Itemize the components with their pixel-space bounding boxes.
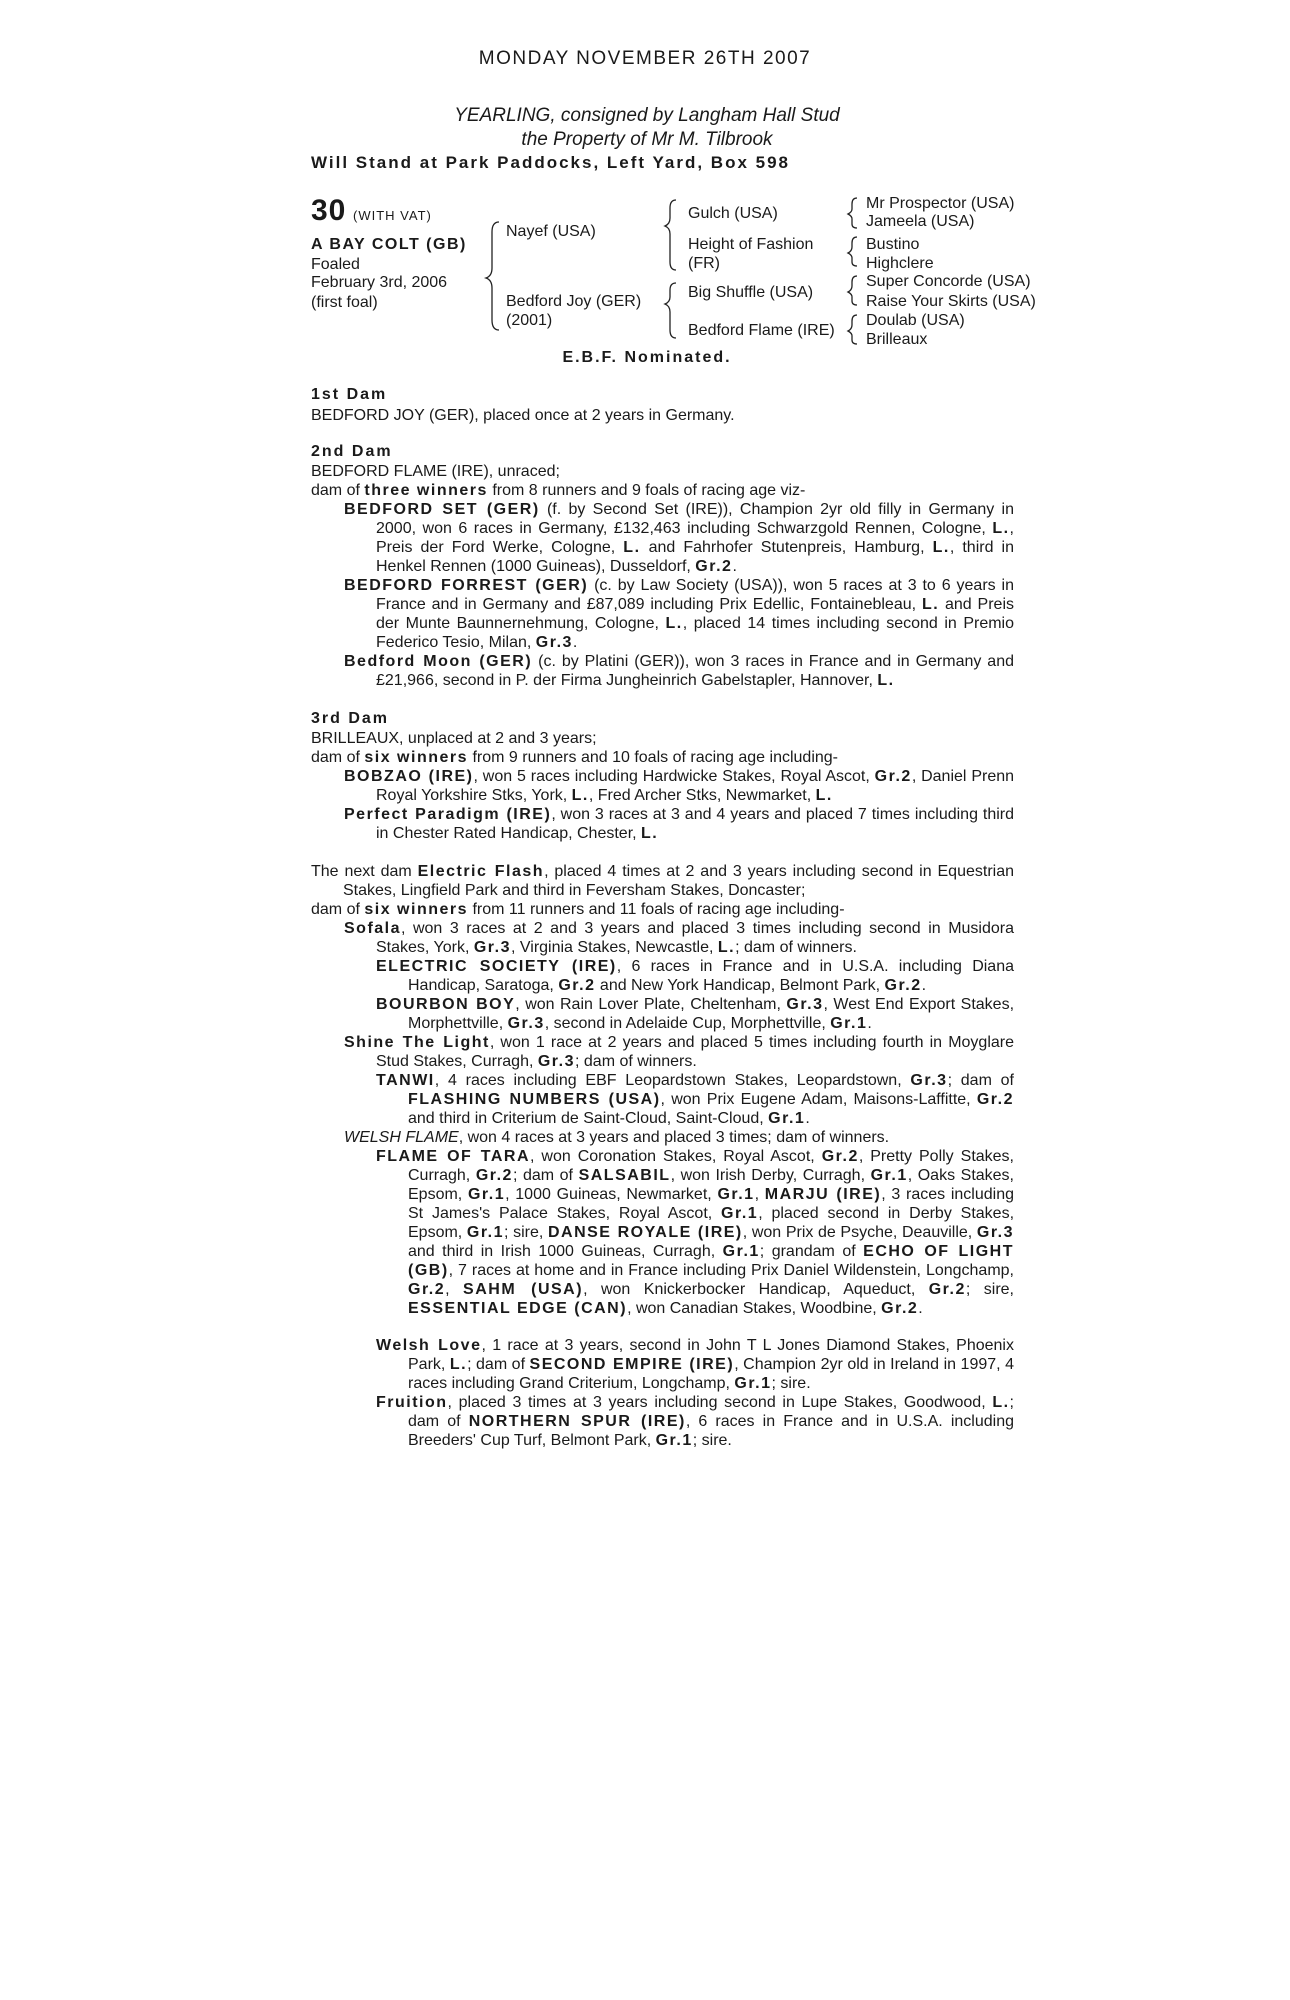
first-dam-heading: 1st Dam <box>311 386 388 403</box>
gen3-7: Doulab (USA) <box>866 312 965 329</box>
dam-foaled: (2001) <box>506 312 553 329</box>
produce-fruition: Fruition, placed 3 times at 3 years including second in Lupe Stakes, Goodwood, L.; dam of NORTHERN SPUR (IRE), 6 races in France and in U.S.A. including Breeders' Cup Turf, Belmont Park, Gr.1; sire. <box>376 1394 1014 1449</box>
second-dam-heading: 2nd Dam <box>311 443 393 460</box>
produce-perfect-paradigm: Perfect Paradigm (IRE), won 3 races at 3 and 4 years and placed 7 times including third in Chester Rated Handicap, Chester, L. <box>344 806 1015 842</box>
pedigree-brackets <box>0 0 1290 360</box>
third-dam-heading: 3rd Dam <box>311 710 390 727</box>
produce-welsh-flame: WELSH FLAME, won 4 races at 3 years and placed 3 times; dam of winners. <box>344 1129 890 1146</box>
lot-description: A BAY COLT (GB) <box>311 236 467 253</box>
foal-note: (first foal) <box>311 294 378 311</box>
gen3-4: Highclere <box>866 255 934 272</box>
second-dam-line: BEDFORD FLAME (IRE), unraced; <box>311 463 560 480</box>
foaled-date: February 3rd, 2006 <box>311 274 448 291</box>
sire-sire: Gulch (USA) <box>688 205 778 222</box>
produce-shine-the-light: Shine The Light, won 1 race at 2 years and placed 5 times including fourth in Moyglare Stud Stakes, Curragh, Gr.3; dam of winners. <box>344 1034 1014 1070</box>
produce-welsh-love: Welsh Love, 1 race at 3 years, second in John T L Jones Diamond Stakes, Phoenix Park, L.; dam of SECOND EMPIRE (IRE), Champion 2yr old in Ireland in 1997, 4 races including Grand Criterium, Longchamp, Gr.1; sire. <box>376 1337 1015 1392</box>
gen3-5: Super Concorde (USA) <box>866 273 1031 290</box>
produce-sofala: Sofala, won 3 races at 2 and 3 years and placed 3 times including second in Musidora Stakes, York, Gr.3, Virginia Stakes, Newcastle, L.; dam of winners. <box>344 920 1014 956</box>
gen3-2: Jameela (USA) <box>866 213 975 230</box>
consignor-line: YEARLING, consigned by Langham Hall Stud <box>454 105 840 126</box>
produce-electric-society: ELECTRIC SOCIETY (IRE), 6 races in France and in U.S.A. including Diana Handicap, Saratoga, Gr.2 and New York Handicap, Belmont Park, Gr.2. <box>376 958 1014 994</box>
sire: Nayef (USA) <box>506 223 596 240</box>
lot-number: 30 <box>311 194 347 227</box>
next-dam-produce-summary: dam of six winners from 11 runners and 11 foals of racing age including- <box>311 901 845 918</box>
location-line: Will Stand at Park Paddocks, Left Yard, Box 598 <box>311 153 790 172</box>
produce-bedford-moon: Bedford Moon (GER) (c. by Platini (GER)), won 3 races in France and in Germany and £21,966, second in P. der Firma Jungheinrich Gabelstapler, Hannover, L. <box>344 653 1014 689</box>
first-dam-text: BEDFORD JOY (GER), placed once at 2 years in Germany. <box>311 407 735 424</box>
produce-bedford-forrest: BEDFORD FORREST (GER) (c. by Law Society (USA)), won 5 races at 3 to 6 years in France and in Germany and £87,089 including Prix Edellic, Fontainebleau, L. and Preis der Munte Baunnernehmung, Cologne, L., placed 14 times including second in Premio Federico Tesio, Milan, Gr.3. <box>344 577 1015 651</box>
dam-sire: Big Shuffle (USA) <box>688 284 814 301</box>
third-dam-line: BRILLEAUX, unplaced at 2 and 3 years; <box>311 730 597 747</box>
sire-dam: Height of Fashion <box>688 236 814 253</box>
next-dam-electric-flash: The next dam Electric Flash, placed 4 times at 2 and 3 years including second in Equestrian Stakes, Lingfield Park and third in Feversham Stakes, Doncaster; <box>311 863 1014 899</box>
produce-flame-of-tara: FLAME OF TARA, won Coronation Stakes, Royal Ascot, Gr.2, Pretty Polly Stakes, Curragh, Gr.2; dam of SALSABIL, won Irish Derby, Curragh, Gr.1, Oaks Stakes, Epsom, Gr.1, 1000 Guineas, Newmarket, Gr.1, MARJU (IRE), 3 races including St James's Palace Stakes, Royal Ascot, Gr.1, placed second in Derby Stakes, Epsom, Gr.1; sire, DANSE ROYALE (IRE), won Prix de Psyche, Deauville, Gr.3 and third in Irish 1000 Guineas, Curragh, Gr.1; grandam of ECHO OF LIGHT (GB), 7 races at home and in France including Prix Daniel Wildenstein, Longchamp, Gr.2, SAHM (USA), won Knickerbocker Handicap, Aqueduct, Gr.2; sire, ESSENTIAL EDGE (CAN), won Canadian Stakes, Woodbine, Gr.2. <box>376 1148 1015 1317</box>
produce-bedford-set: BEDFORD SET (GER) (f. by Second Set (IRE)), Champion 2yr old filly in Germany in 2000, won 6 races in Germany, £132,463 including Schwarzgold Rennen, Cologne, L., Preis der Ford Werke, Cologne, L. and Fahrhofer Stutenpreis, Hamburg, L., third in Henkel Rennen (1000 Guineas), Dusseldorf, Gr.2. <box>344 501 1015 575</box>
produce-bobzao: BOBZAO (IRE), won 5 races including Hardwicke Stakes, Royal Ascot, Gr.2, Daniel Prenn Royal Yorkshire Stks, York, L., Fred Archer Stks, Newmarket, L. <box>344 768 1015 804</box>
produce-tanwi: TANWI, 4 races including EBF Leopardstown Stakes, Leopardstown, Gr.3; dam of FLASHING NUMBERS (USA), won Prix Eugene Adam, Maisons-Laffitte, Gr.2 and third in Criterium de Saint-Cloud, Saint-Cloud, Gr.1. <box>376 1072 1014 1127</box>
ebf-nominated: E.B.F. Nominated. <box>562 349 732 366</box>
sire-dam-cont: (FR) <box>688 255 720 272</box>
second-dam-produce-summary: dam of three winners from 8 runners and 9 foals of racing age viz- <box>311 482 806 499</box>
property-line: the Property of Mr M. Tilbrook <box>521 129 773 150</box>
vat-note: (WITH VAT) <box>353 208 432 223</box>
gen3-6: Raise Your Skirts (USA) <box>866 293 1036 310</box>
sale-date: MONDAY NOVEMBER 26TH 2007 <box>478 48 812 69</box>
dam: Bedford Joy (GER) <box>506 293 642 310</box>
gen3-1: Mr Prospector (USA) <box>866 195 1015 212</box>
third-dam-produce-summary: dam of six winners from 9 runners and 10 foals of racing age including- <box>311 749 839 766</box>
gen3-3: Bustino <box>866 236 920 253</box>
gen3-8: Brilleaux <box>866 331 928 348</box>
foaled-label: Foaled <box>311 256 360 273</box>
produce-bourbon-boy: BOURBON BOY, won Rain Lover Plate, Cheltenham, Gr.3, West End Export Stakes, Morphettville, Gr.3, second in Adelaide Cup, Morphettville, Gr.1. <box>376 996 1015 1032</box>
dam-dam: Bedford Flame (IRE) <box>688 322 835 339</box>
